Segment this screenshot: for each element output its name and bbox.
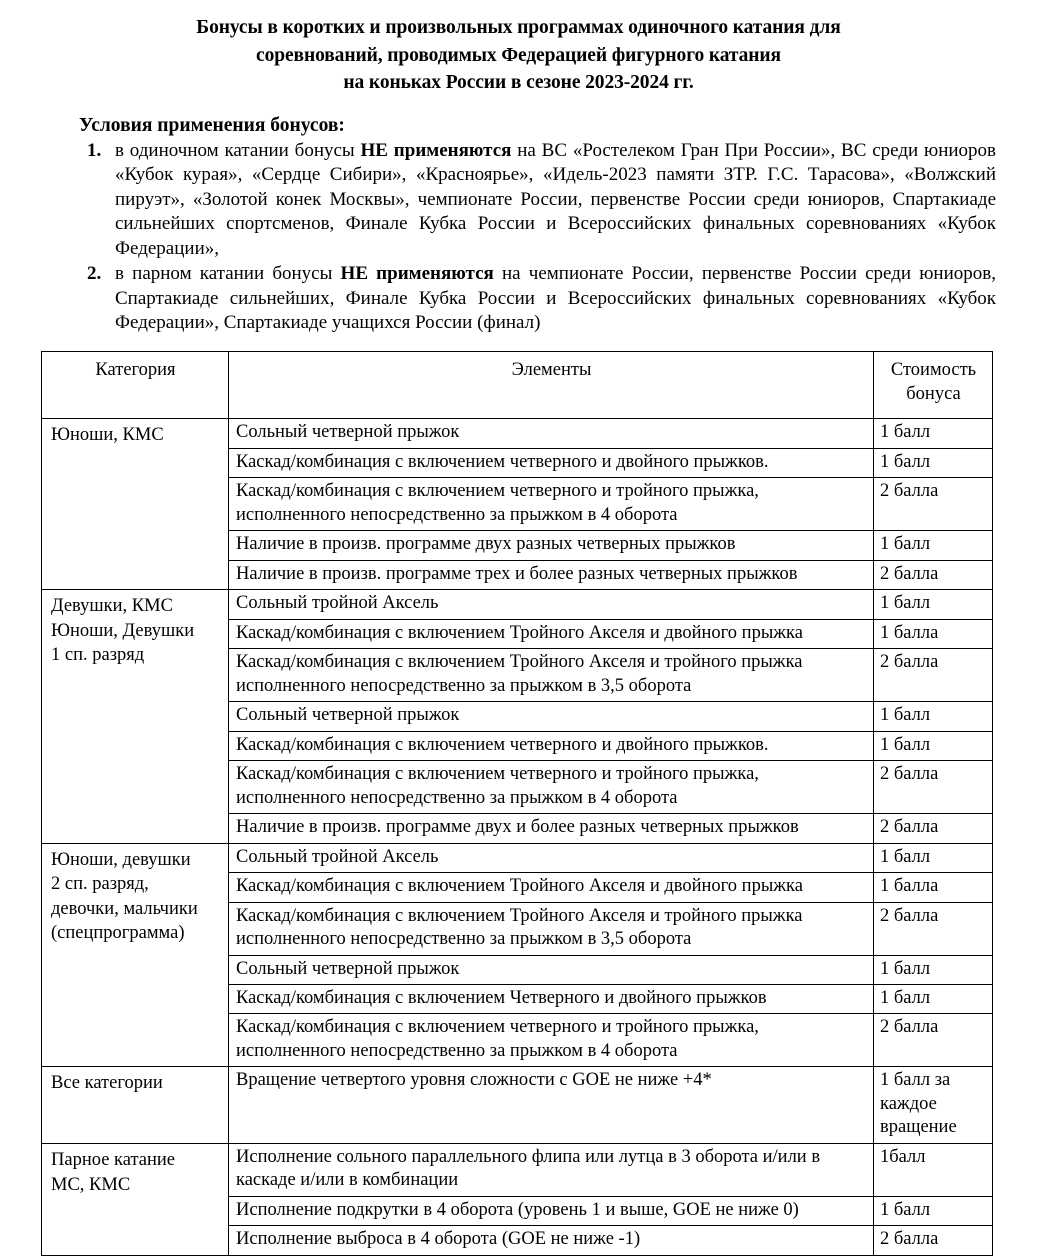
- cost-cell: 1 балл: [874, 419, 993, 448]
- cost-cell: 1 балл: [874, 843, 993, 872]
- element-cell: Вращение четвертого уровня сложности с GOE не ниже +4*: [229, 1067, 874, 1143]
- category-line: 2 сп. разряд,: [51, 874, 149, 895]
- element-cell: Каскад/комбинация с включением Тройного Акселя и тройного прыжка исполненного непосредственно за прыжком в 3,5 оборота: [229, 649, 874, 702]
- element-cell: Каскад/комбинация с включением четверного и тройного прыжка, исполненного непосредственно за прыжком в 4 оборота: [229, 478, 874, 531]
- cost-cell: 1 балл: [874, 955, 993, 984]
- category-line: Парное катание: [51, 1149, 176, 1170]
- cost-cell: 2 балла: [874, 902, 993, 955]
- category-cell: [42, 843, 229, 1067]
- category-line: Девушки, КМС: [51, 596, 173, 617]
- category-line: 1 сп. разряд: [51, 645, 145, 666]
- conditions-heading: Условия применения бонусов:: [79, 115, 345, 137]
- condition-2-emphasis: НЕ применяются: [340, 263, 494, 285]
- element-cell: Наличие в произв. программе трех и более разных четверных прыжков: [229, 560, 874, 589]
- condition-2-suffix: на чемпионате России, первенстве России среди юниоров, Спартакиаде сильнейших, Финале Кубка России и Всероссийских финальных соревнованиях «Кубок Федерации», Спартакиаде учащихся России (финал): [115, 263, 996, 333]
- category-line: девочки, мальчики: [51, 898, 198, 919]
- category-line: Юноши, КМС: [51, 425, 164, 446]
- table-row: [42, 590, 993, 619]
- cost-cell: 1 балл: [874, 531, 993, 560]
- page-title-line-2: соревнований, проводимых Федерацией фигурного катания: [256, 44, 781, 66]
- category-line: МС, КМС: [51, 1174, 131, 1195]
- cost-cell: 2 балла: [874, 1226, 993, 1255]
- cost-cell: 2 балла: [874, 814, 993, 843]
- category-line: Юноши, Девушки: [51, 620, 195, 641]
- cost-cell: 2 балла: [874, 761, 993, 814]
- conditions-list: [41, 139, 996, 335]
- category-cell: [42, 1143, 229, 1255]
- element-cell: Каскад/комбинация с включением четверного и тройного прыжка, исполненного непосредственно за прыжком в 4 оборота: [229, 761, 874, 814]
- condition-1-prefix: в одиночном катании бонусы: [115, 140, 361, 162]
- cost-cell: 1 балл: [874, 448, 993, 477]
- element-cell: Каскад/комбинация с включением Четверного и двойного прыжков: [229, 985, 874, 1014]
- element-cell: Исполнение сольного параллельного флипа или лутца в 3 оборота и/или в каскаде и/или в комбинации: [229, 1143, 874, 1196]
- column-header-cost-line-1: Стоимость: [890, 360, 977, 381]
- table-body: [42, 419, 993, 1256]
- bonus-table: [41, 351, 993, 1256]
- cost-cell: 1 балл: [874, 731, 993, 760]
- element-cell: Наличие в произв. программе двух разных четверных прыжков: [229, 531, 874, 560]
- element-cell: Каскад/комбинация с включением четверного и двойного прыжков.: [229, 448, 874, 477]
- element-cell: Сольный тройной Аксель: [229, 590, 874, 619]
- element-cell: Сольный четверной прыжок: [229, 955, 874, 984]
- page-title: [41, 14, 996, 97]
- cost-cell: 2 балла: [874, 1014, 993, 1067]
- cost-cell: 1 балла: [874, 873, 993, 902]
- category-line: Все категории: [51, 1073, 163, 1094]
- condition-1-emphasis: НЕ применяются: [360, 140, 512, 162]
- cost-cell: 2 балла: [874, 560, 993, 589]
- table-row: [42, 1143, 993, 1196]
- table-row: [42, 1067, 993, 1143]
- column-header-cost-line-2: бонуса: [906, 383, 961, 404]
- cost-cell: 1 балл: [874, 985, 993, 1014]
- element-cell: Каскад/комбинация с включением Тройного Акселя и двойного прыжка: [229, 619, 874, 648]
- table-row: [42, 419, 993, 448]
- cost-cell: 1 балла: [874, 619, 993, 648]
- category-line: Юноши, девушки: [51, 849, 191, 870]
- element-cell: Сольный четверной прыжок: [229, 419, 874, 448]
- condition-1-suffix: на ВС «Ростелеком Гран При России», ВС среди юниоров «Кубок курая», «Сердце Сибири», «Красноярье», «Идель-2023 памяти ЗТР. Г.С. Тарасова», «Волжский пируэт», «Золотой конек Москвы», чемпионате России, первенстве России среди юниоров, Спартакиаде сильнейших спортсменов, Финале Кубка России и Всероссийских финальных соревнованиях «Кубок Федерации»,: [115, 140, 996, 259]
- category-cell: [42, 1067, 229, 1143]
- element-cell: Каскад/комбинация с включением четверного и тройного прыжка, исполненного непосредственно за прыжком в 4 оборота: [229, 1014, 874, 1067]
- element-cell: Сольный тройной Аксель: [229, 843, 874, 872]
- table-row: [42, 843, 993, 872]
- column-header-cost: [874, 352, 993, 419]
- cost-cell: 1 балл: [874, 702, 993, 731]
- table-header: [42, 352, 993, 419]
- conditions-section: [41, 115, 996, 335]
- element-cell: Каскад/комбинация с включением четверного и двойного прыжков.: [229, 731, 874, 760]
- table-header-row: [42, 352, 993, 419]
- category-line: (спецпрограмма): [51, 923, 185, 944]
- cost-cell: 2 балла: [874, 649, 993, 702]
- condition-2-prefix: в парном катании бонусы: [115, 263, 341, 285]
- element-cell: Исполнение выброса в 4 оборота (GOE не ниже -1): [229, 1226, 874, 1255]
- category-cell: [42, 419, 229, 590]
- element-cell: Исполнение подкрутки в 4 оборота (уровень 1 и выше, GOE не ниже 0): [229, 1196, 874, 1225]
- element-cell: Сольный четверной прыжок: [229, 702, 874, 731]
- cost-cell: 1 балл: [874, 590, 993, 619]
- element-cell: Наличие в произв. программе двух и более разных четверных прыжков: [229, 814, 874, 843]
- column-header-category: Категория: [42, 352, 229, 419]
- category-cell: [42, 590, 229, 843]
- condition-item-2: [41, 262, 996, 335]
- column-header-elements: Элементы: [229, 352, 874, 419]
- cost-cell: 2 балла: [874, 478, 993, 531]
- page-title-line-3: на коньках России в сезоне 2023-2024 гг.: [343, 72, 694, 94]
- element-cell: Каскад/комбинация с включением Тройного Акселя и двойного прыжка: [229, 873, 874, 902]
- element-cell: Каскад/комбинация с включением Тройного Акселя и тройного прыжка исполненного непосредственно за прыжком в 3,5 оборота: [229, 902, 874, 955]
- cost-cell: 1 балл за каждое вращение: [874, 1067, 993, 1143]
- page-title-line-1: Бонусы в коротких и произвольных программах одиночного катания для: [196, 17, 841, 38]
- condition-item-1: [41, 139, 996, 261]
- cost-cell: 1 балл: [874, 1196, 993, 1225]
- cost-cell: 1балл: [874, 1143, 993, 1196]
